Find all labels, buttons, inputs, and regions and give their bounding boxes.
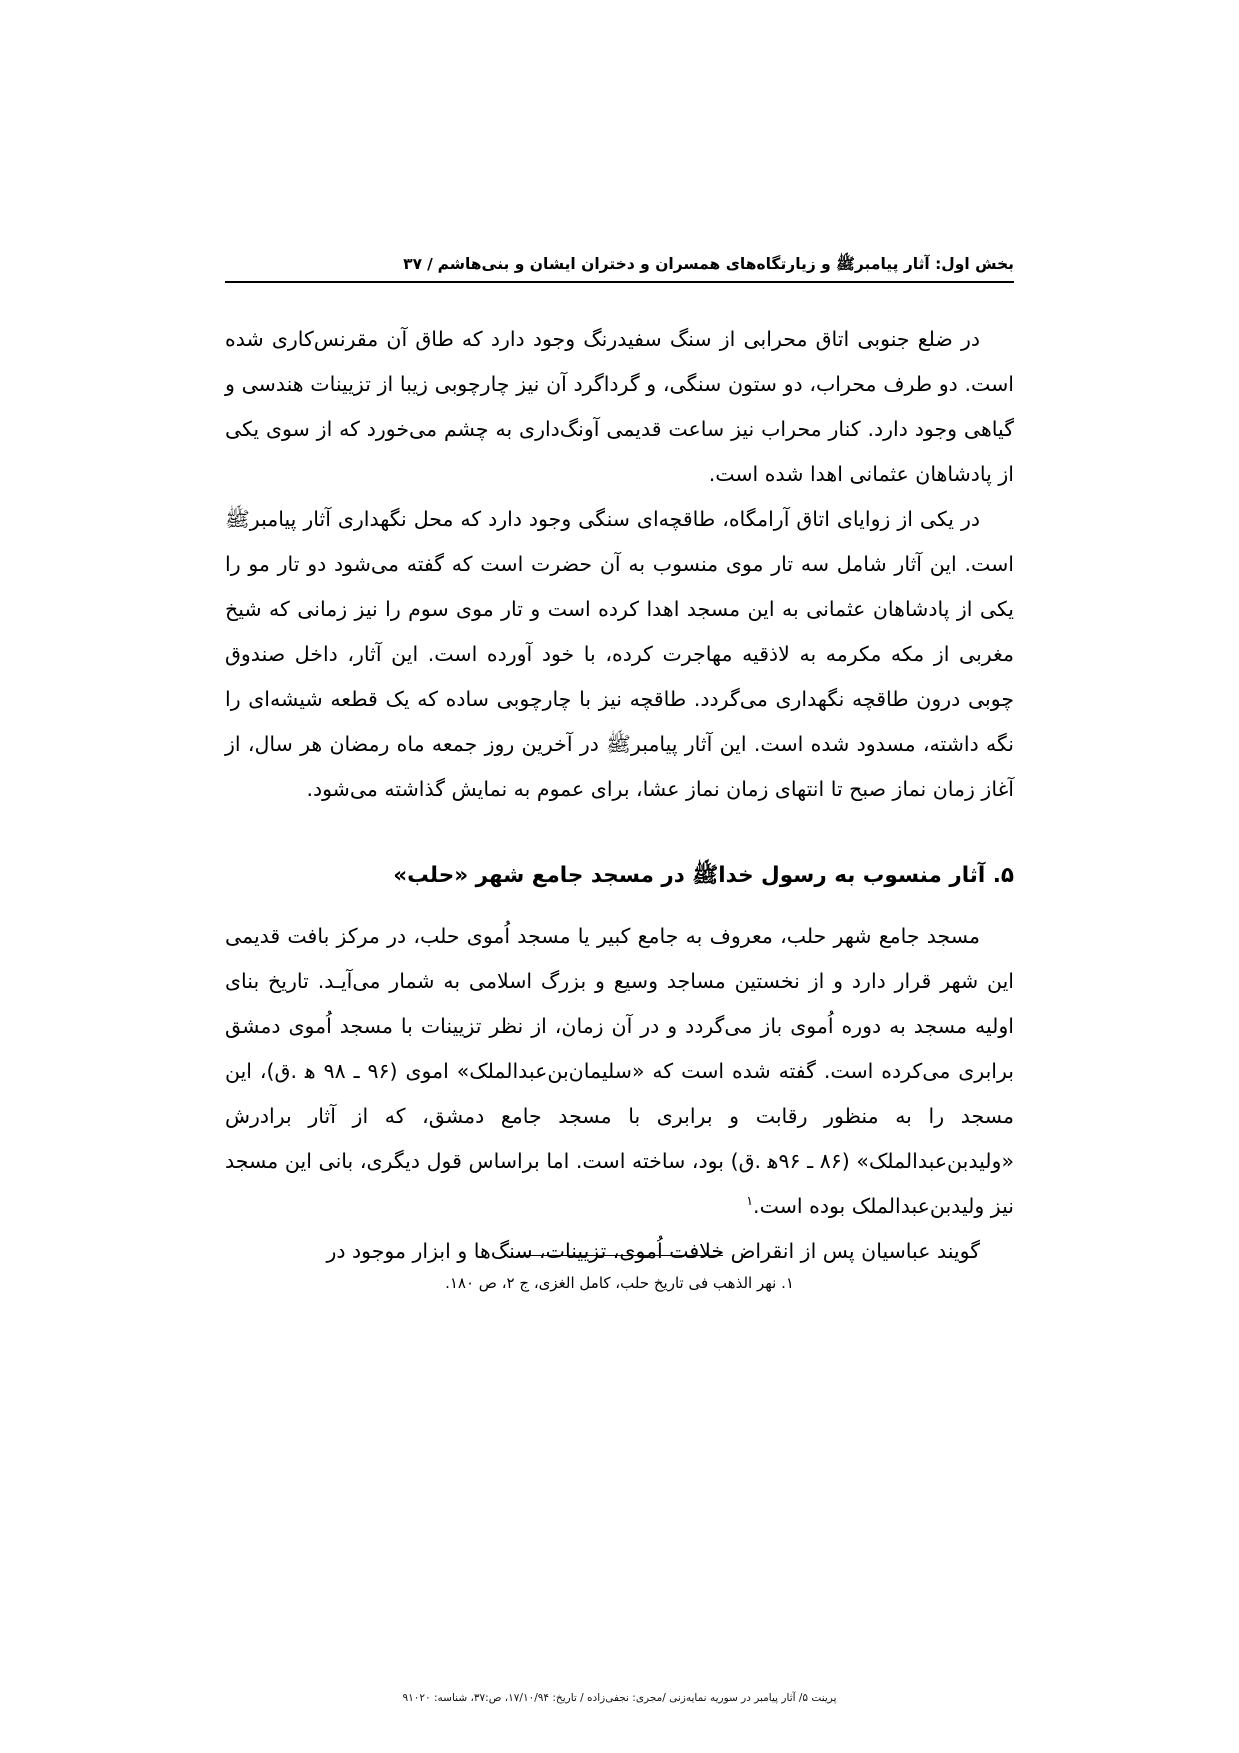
footnote-rule [516,1255,723,1256]
section-paragraph-1-text: مسجد جامع شهر حلب، معروف به جامع کبیر یا مسجد اُموی حلب، در مرکز بافت قدیمی این شهر قرار دارد و از نخستین مساجد وسیع و بزرگ اسلامی به شمار می‌آیـد. تاریخ بنای اولیه مسجد به دوره اُموی باز می‌گردد و در آن زمان، از نظر تزیینات با مسجد اُموی دمشق برابری می‌کرده است. گفته شده است که «سلیمان‌بن‌عبدالملک» اموی (۹۶ ـ ۹۸ ه‍ .ق)، این مسجد را به منظور رقابت و برابری با مسجد جامع دمشق، که از آثار برادرش «ولیدبن‌عبدالملک» (۸۶ ـ ۹۶ه‍ .ق) بود، ساخته است. اما براساس قول دیگری، بانی این مسجد نیز ولیدبن‌عبدالملک بوده است. [225,923,1014,1218]
section-paragraph-1 [225,914,1014,1229]
running-head [225,255,1014,281]
page-number: ۳۷ [403,255,423,273]
section-heading: ۵. آثار منسوب به رسول خداﷺ در مسجد جامع شهر «حلب» [393,862,1014,888]
footnote-area [225,1255,1014,1296]
body-paragraph-1: در ضلع جنوبی اتاق محرابی از سنگ سفیدرنگ وجود دارد که طاق آن مقرنس‌کاری شده است. دو طرف محراب، دو ستون سنگی، و گرداگرد آن نیز چارچوبی زیبا از تزیینات هندسی و گیاهی وجود دارد. کنار محراب نیز ساعت قدیمی آونگ‌داری به چشم می‌خورد که از سوی یکی از پادشاهان عثمانی اهدا شده است. [225,326,1014,486]
footnote-marker: ۱ [746,1192,754,1208]
running-head-title: بخش اول: آثار پیامبرﷺ و زیارتگاه‌های همسران و دختران ایشان و بنی‌هاشم [437,255,1014,273]
header-rule [225,281,1014,283]
page-content [225,255,1014,1274]
body-paragraph-2: در یکی از زوایای اتاق آرامگاه، طاقچه‌ای سنگی وجود دارد که محل نگهداری آثار پیامبرﷺ است. این آثار شامل سه تار موی منسوب به آن حضرت است که گفته می‌شود دو تار مو را یکی از پادشاهان عثمانی به این مسجد اهدا کرده است و تار موی سوم را نیز زمانی که شیخ مغربی از مکه مکرمه به لاذقیه مهاجرت کرده، با خود آورده است. این آثار، داخل صندوق چوبی درون طاقچه نگهداری می‌گردد. طاقچه نیز با چارچوبی ساده که یک قطعه شیشه‌ای را نگه داشته، مسدود شده است. این آثار پیامبرﷺ در آخرین روز جمعه ماه رمضان هر سال، از آغاز زمان نماز صبح تا انتهای زمان نماز عشا، برای عموم به نمایش گذاشته می‌شود. [225,506,1014,801]
running-head-separator: / [427,255,433,273]
section-paragraph-2: گویند عباسیان پس از انقراض خلافت اُموی، تزیینات، سنگ‌ها و ابزار موجود در [326,1238,980,1263]
printer-imprint: پرینت ۵/ آثار پیامبر در سوریه نمایه‌زنی /مجری: نجفی‌زاده / تاریخ: ۱۷/۱۰/۹۴، ص:۳۷، شناسه: ۹۱۰۲۰ [402,1692,837,1704]
footnote-text: ۱. نهر الذهب فی تاریخ حلب، کامل الغزی، ج ۲، ص ۱۸۰. [445,1274,794,1292]
